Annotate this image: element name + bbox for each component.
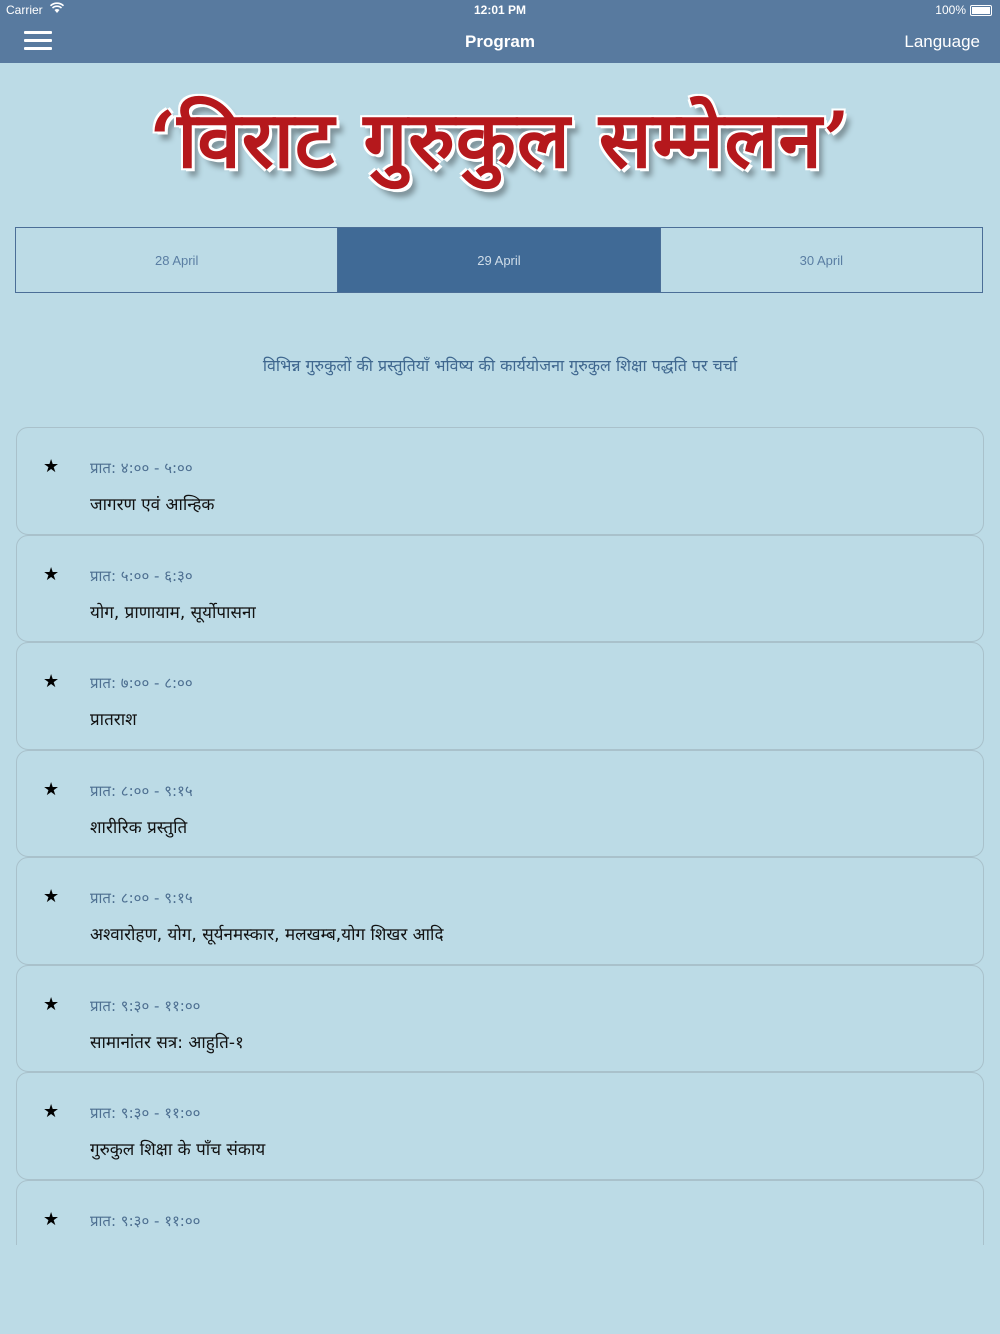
tab-1[interactable]: 29 April: [337, 228, 659, 292]
schedule-description: जागरण एवं आन्हिक: [90, 495, 215, 515]
star-icon: ★: [43, 886, 60, 907]
schedule-item[interactable]: [16, 1180, 984, 1246]
schedule-item[interactable]: [16, 750, 984, 858]
schedule-time: प्रात: ८:०० - ९:१५: [90, 889, 193, 907]
star-icon: ★: [43, 456, 60, 477]
schedule-item[interactable]: [16, 1072, 984, 1180]
schedule-time: प्रात: ५:०० - ६:३०: [90, 566, 193, 585]
banner-title: ‘विराट गुरुकुल सम्मेलन’: [149, 95, 851, 186]
battery-percent: 100%: [935, 3, 966, 17]
day-subtitle: विभिन्न गुरुकुलों की प्रस्तुतियाँ भविष्य की कार्ययोजना गुरुकुल शिक्षा पद्धति पर चर्चा: [262, 356, 738, 375]
schedule-time: प्रात: ८:०० - ९:१५: [90, 781, 193, 800]
schedule-item[interactable]: [16, 535, 984, 643]
schedule-description: सामानांतर सत्र: आहुति-१: [90, 1032, 244, 1053]
star-icon: ★: [43, 993, 60, 1015]
schedule-time: प्रात: ९:३० - ११:००: [90, 1104, 201, 1122]
schedule-item[interactable]: [16, 857, 984, 965]
language-button[interactable]: Language: [904, 32, 980, 51]
status-bar: [0, 0, 1000, 20]
date-tabs: [15, 227, 983, 293]
schedule-time: प्रात: ९:३० - ११:००: [90, 996, 201, 1015]
star-icon: ★: [43, 778, 60, 800]
schedule-description: शारीरिक प्रस्तुति: [90, 817, 188, 838]
page-title: Program: [465, 32, 535, 51]
schedule-description: प्रातराश: [90, 710, 137, 730]
tab-0[interactable]: 28 April: [154, 252, 199, 268]
carrier-label: Carrier: [6, 3, 43, 17]
schedule-time: प्रात: ४:०० - ५:००: [90, 459, 193, 477]
battery-icon: [970, 5, 992, 16]
star-icon: ★: [43, 1208, 60, 1230]
schedule-description: गुरुकुल शिक्षा के पाँच संकाय: [90, 1140, 266, 1160]
schedule-time: प्रात: ७:०० - ८:००: [90, 674, 193, 692]
star-icon: ★: [43, 1101, 60, 1122]
schedule-description: योग, प्राणायाम, सूर्योपासना: [90, 602, 256, 623]
schedule-list: [16, 427, 984, 1245]
schedule-item[interactable]: [16, 642, 984, 750]
star-icon: ★: [43, 563, 60, 585]
star-icon: ★: [43, 671, 60, 692]
schedule-item[interactable]: [16, 965, 984, 1073]
navigation-bar: [0, 20, 1000, 63]
schedule-time: प्रात: ९:३० - ११:००: [90, 1211, 201, 1230]
event-banner: [0, 70, 1000, 220]
tab-2[interactable]: 30 April: [660, 228, 982, 292]
schedule-description: अश्वारोहण, योग, सूर्यनमस्कार, मलखम्ब,योग शिखर आदि: [90, 925, 444, 945]
schedule-item[interactable]: [16, 427, 984, 535]
status-time: 12:01 PM: [473, 3, 527, 17]
